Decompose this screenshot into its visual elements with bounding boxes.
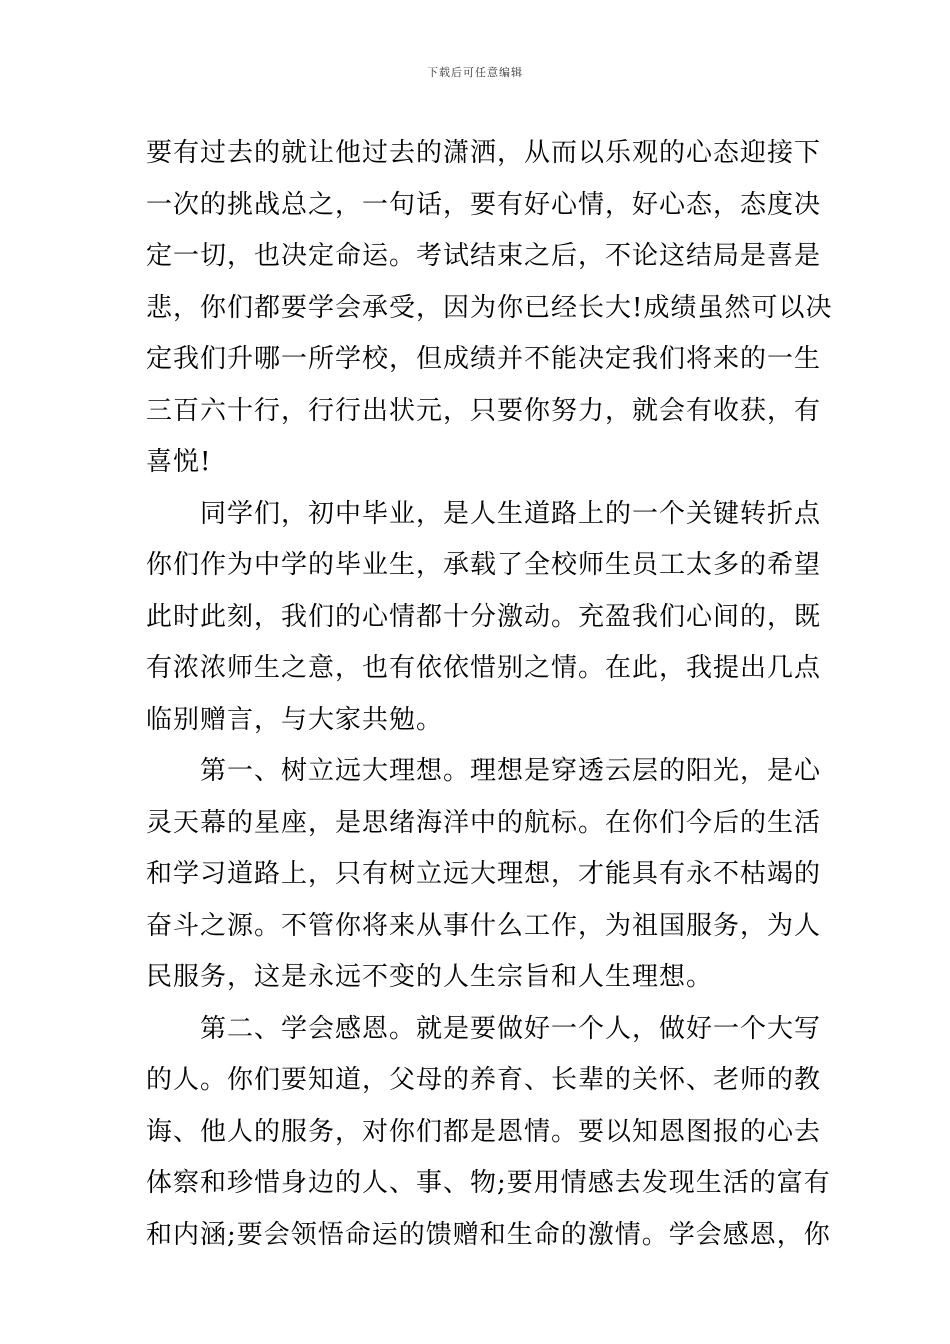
text-line: 喜悦! (146, 447, 212, 477)
text-line: 此时此刻，我们的心情都十分激动。充盈我们心间的，既 (146, 601, 822, 632)
text-line: 你们作为中学的毕业生，承载了全校师生员工太多的希望 (146, 550, 822, 580)
body-text (146, 128, 833, 1261)
text-line: 第二、学会感恩。就是要做好一个人，做好一个大写 (146, 1013, 822, 1044)
text-line: 体察和珍惜身边的人、事、物;要用情感去发现生活的富有 (146, 1168, 831, 1198)
text-line: 悲，你们都要学会承受，因为你已经长大!成绩虽然可以决 (146, 292, 833, 323)
text-line: 有浓浓师生之意，也有依依惜别之情。在此，我提出几点 (146, 653, 822, 683)
text-line: 诲、他人的服务，对你们都是恩情。要以知恩图报的心去 (146, 1116, 822, 1147)
text-line: 奋斗之源。不管你将来从事什么工作，为祖国服务，为人 (146, 910, 822, 941)
text-line: 定我们升哪一所学校，但成绩并不能决定我们将来的一生 (146, 344, 822, 374)
text-line: 的人。你们要知道，父母的养育、长辈的关怀、老师的教 (146, 1065, 822, 1095)
text-line: 同学们，初中毕业，是人生道路上的一个关键转折点 (146, 498, 822, 529)
text-line: 民服务，这是永远不变的人生宗旨和人生理想。 (146, 962, 714, 992)
text-line: 第一、树立远大理想。理想是穿透云层的阳光，是心 (146, 756, 822, 786)
text-line: 和内涵;要会领悟命运的馈赠和生命的激情。学会感恩，你 (146, 1219, 831, 1250)
page-header: 下载后可任意编辑 (427, 66, 523, 79)
text-line: 一次的挑战总之，一句话，要有好心情，好心态，态度决 (146, 189, 822, 220)
text-line: 灵天幕的星座，是思绪海洋中的航标。在你们今后的生活 (146, 807, 822, 838)
text-line: 和学习道路上，只有树立远大理想，才能具有永不枯竭的 (146, 859, 822, 889)
text-line: 临别赠言，与大家共勉。 (146, 704, 444, 735)
text-line: 要有过去的就让他过去的潇洒，从而以乐观的心态迎接下 (146, 138, 822, 168)
text-line: 定一切，也决定命运。考试结束之后，不论这结局是喜是 (146, 241, 822, 271)
text-line: 三百六十行，行行出状元，只要你努力，就会有收获，有 (146, 395, 822, 426)
